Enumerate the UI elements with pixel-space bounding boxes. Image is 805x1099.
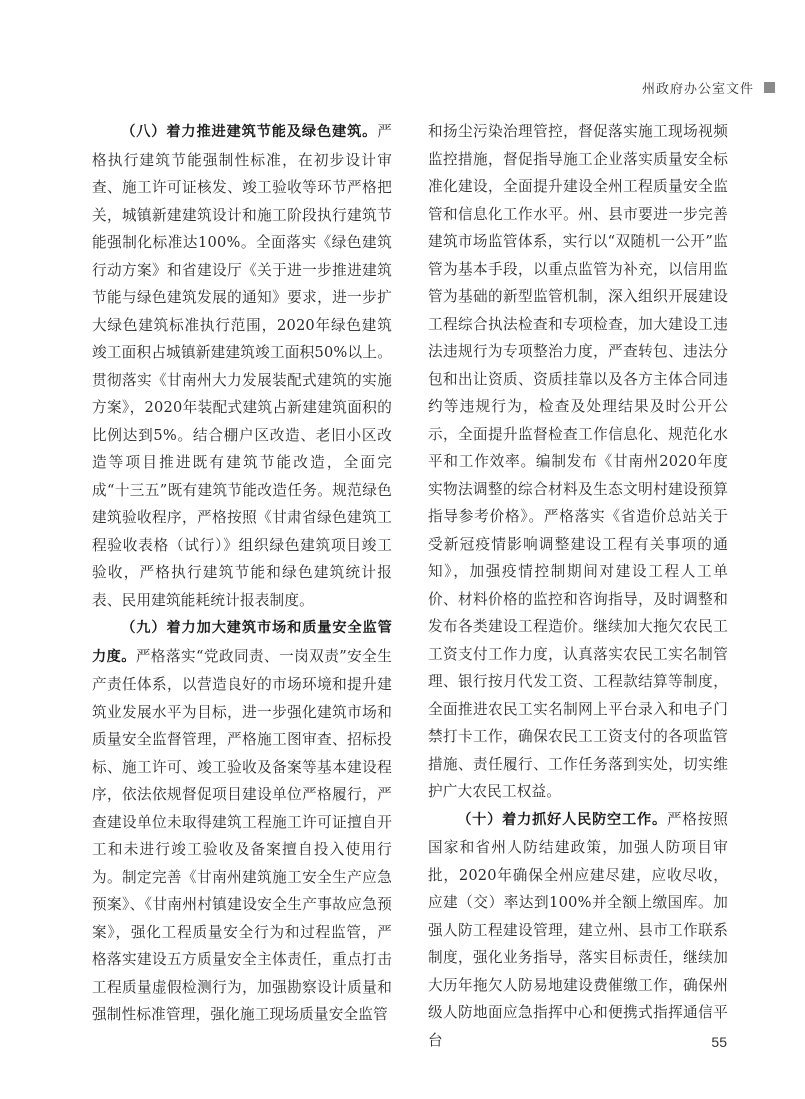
page-number: 55	[711, 1034, 727, 1050]
right-column	[428, 118, 728, 1054]
section-body-8: 严格执行建筑节能强制性标准，在初步设计审查、施工许可证核发、竣工验收等环节严格把关，城镇新建建筑设计和施工阶段执行建筑节能强制化标准达100%。全面落实《绿色建筑行动方案》和省建设厅《关于进一步推进建筑节能与绿色建筑发展的通知》要求，进一步扩大绿色建筑标准执行范围，2020年绿色建筑竣工面积占城镇新建建筑竣工面积50%以上。贯彻落实《甘南州大力发展装配式建筑的实施方案》，2020年装配式建筑占新建建筑面积的比例达到5%。结合棚户区改造、老旧小区改造等项目推进既有建筑节能改造，全面完成“十三五”既有建筑节能改造任务。规范绿色建筑验收程序，严格按照《甘肃省绿色建筑工程验收表格（试行）》组织绿色建筑项目竣工验收，严格执行建筑节能和绿色建筑统计报表、民用建筑能耗统计报表制度。	[92, 123, 392, 609]
paragraph-8	[92, 118, 392, 614]
section-heading-8: （八）着力推进建筑节能及绿色建筑。	[121, 124, 378, 140]
section-heading-10: （十）着力抓好人民防空工作。	[457, 811, 668, 828]
section-body-10: 严格按照国家和省州人防结建政策，加强人防项目审批，2020年确保全州应建尽建，应收尽收，应建（交）率达到100%并全额上缴国库。加强人防工程建设管理，建立州、县市工作联系制度，强化业务指导，落实目标责任，继续加大历年拖欠人防易地建设费催缴工作，确保州级人防地面应急指挥中心和便携式指挥通信平台	[428, 810, 728, 1049]
header-square-icon	[764, 82, 775, 93]
section-body-9-continued: 和扬尘污染治理管控，督促落实施工现场视频监控措施，督促指导施工企业落实质量安全标准化建设，全面提升建设全州工程质量安全监管和信息化工作水平。州、县市要进一步完善建筑市场监管体系，实行以“双随机一公开”监管为基本手段，以重点监管为补充，以信用监管为基础的新型监管机制，深入组织开展建设工程综合执法检查和专项检查，加大建设工违法违规行为专项整治力度，严查转包、违法分包和出让资质、资质挂靠以及各方主体合同违约等违规行为，检查及处理结果及时公开公示，全面提升监督检查工作信息化、规范化水平和工作效率。编制发布《甘南州2020年度实物法调整的综合材料及生态文明村建设预算指导参考价格》。严格落实《省造价总站关于受新冠疫情影响调整建设工程有关事项的通知》，加强疫情控制期间对建设工程人工单价、材料价格的监控和咨询指导，及时调整和发布各类建设工程造价。继续加大拖欠农民工工资支付工作力度，认真落实农民工实名制管理、银行按月代发工资、工程款结算等制度，全面推进农民工实名制网上平台录入和电子门禁打卡工作，确保农民工工资支付的各项监管措施、责任履行、工作任务落到实处，切实维护广大农民工权益。	[428, 123, 728, 800]
page-header	[642, 78, 775, 97]
left-column	[92, 118, 392, 1029]
section-heading-9: （九）着力加大建筑市场和质量安全监管力度。	[92, 620, 392, 665]
header-title: 州政府办公室文件	[641, 82, 754, 97]
paragraph-10	[428, 806, 728, 1055]
section-body-9: 严格落实“党政同责、一岗双责”安全生产责任体系，以营造良好的市场环境和提升建筑业发展水平为目标，进一步强化建筑市场和质量安全监督管理，严格施工图审查、招标投标、施工许可、竣工验收及备案等基本建设程序，依法依规督促项目建设单位严格履行，严查建设单位未取得建筑工程施工许可证擅自开工和未进行竣工验收及备案擅自投入使用行为。制定完善《甘南州建筑施工安全生产应急预案》、《甘南州村镇建设安全生产事故应急预案》，强化工程质量安全行为和过程监管，严格落实建设五方质量安全主体责任，重点打击工程质量虚假检测行为，加强勘察设计质量和强制性标准管理，强化施工现场质量安全监管	[92, 647, 392, 1023]
paragraph-9	[92, 614, 392, 1029]
paragraph-9-continued	[428, 118, 728, 806]
